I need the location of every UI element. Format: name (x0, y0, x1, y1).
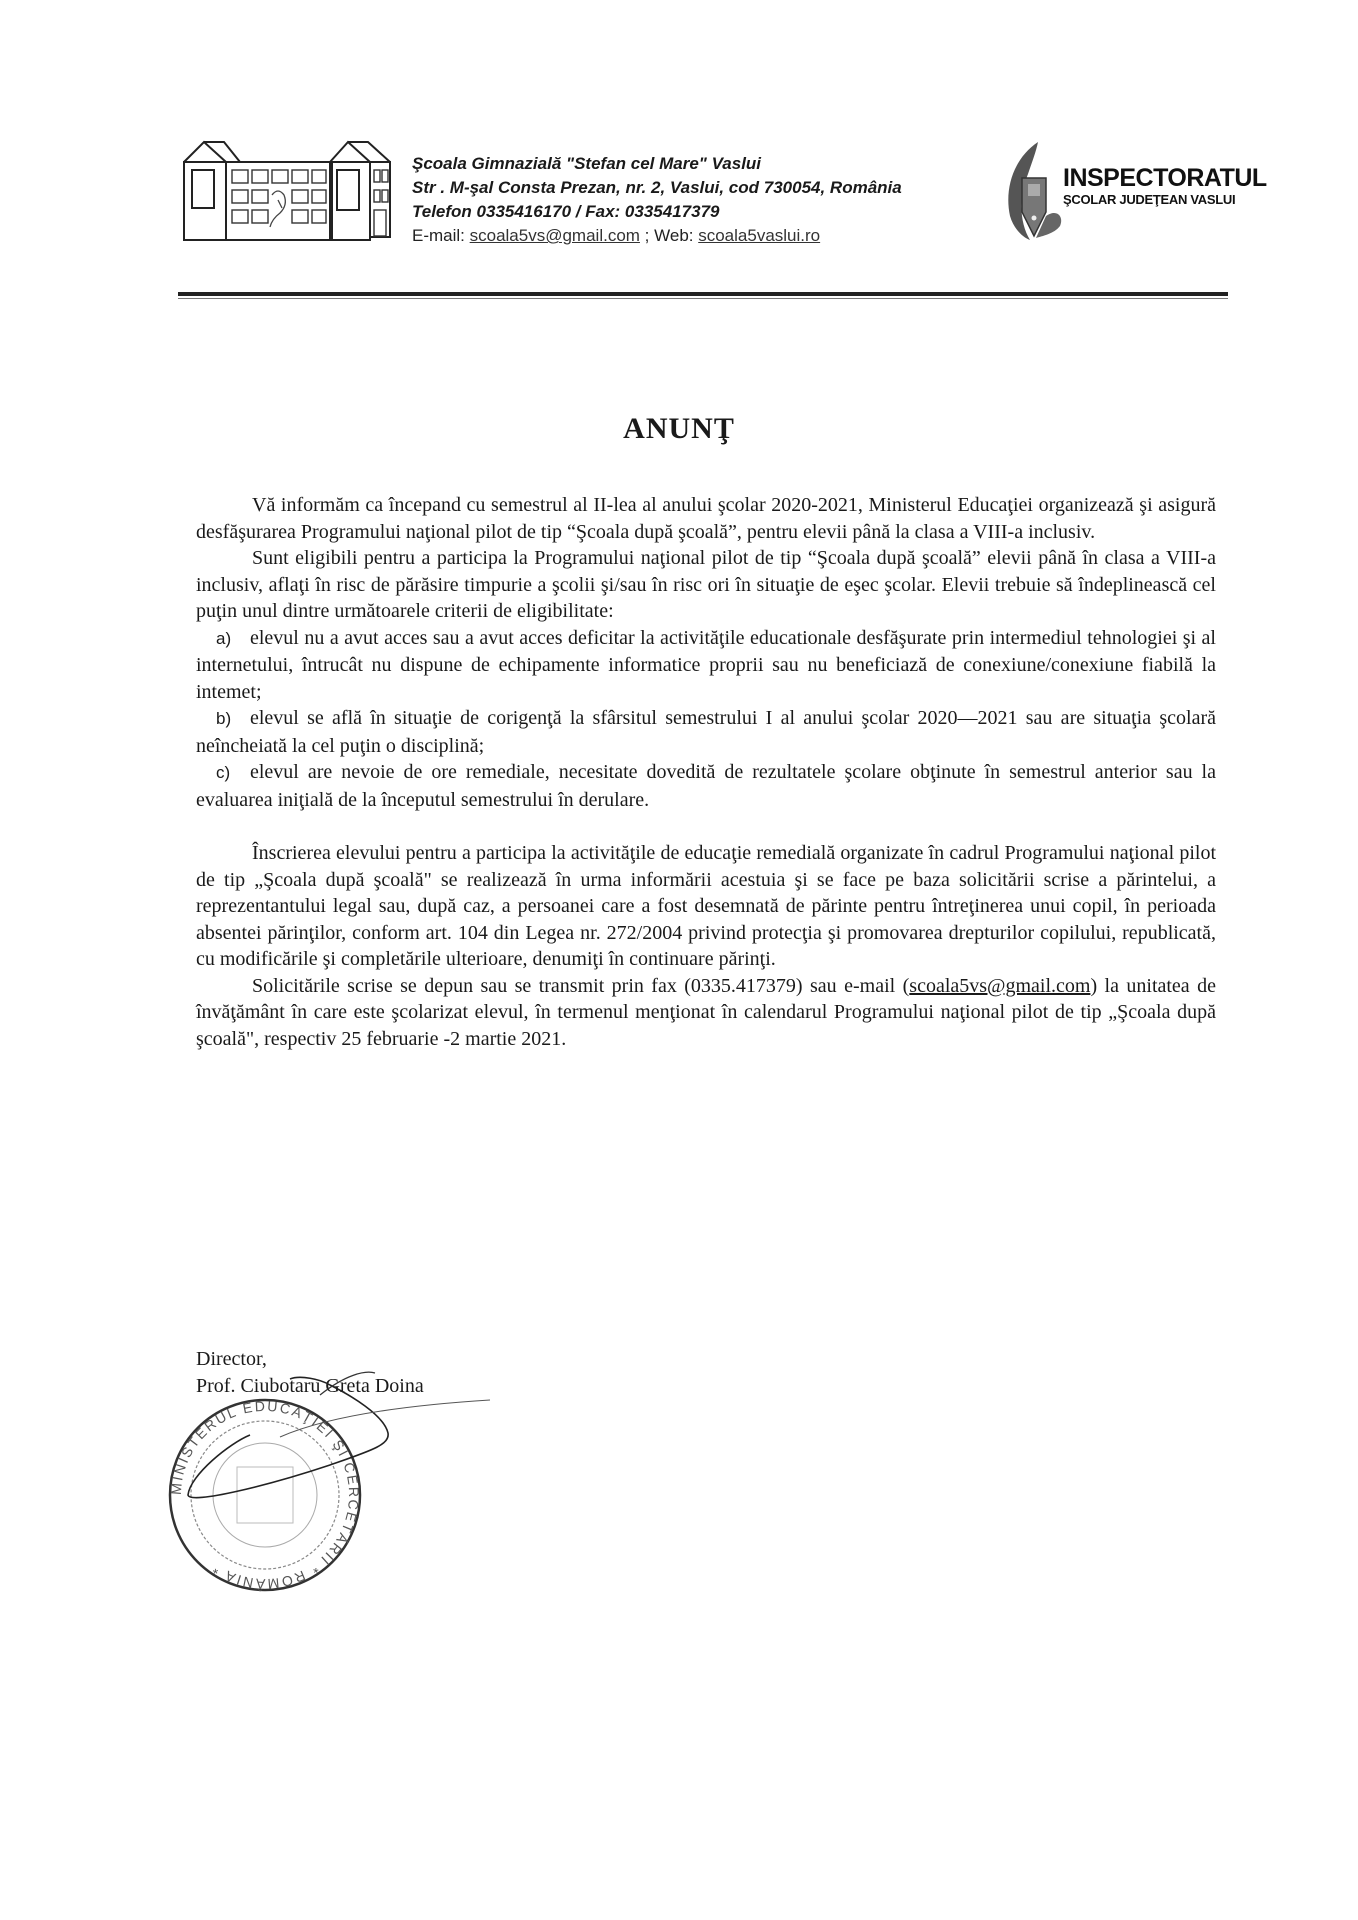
criterion-c (196, 759, 1216, 813)
email-label: E-mail: (412, 226, 470, 245)
email-link[interactable]: scoala5vs@gmail.com (469, 226, 640, 245)
inspectorate-title: INSPECTORATUL (1063, 164, 1267, 192)
svg-text:MINISTERUL EDUCAŢIEI ŞI CERCET: MINISTERUL EDUCAŢIEI ŞI CERCETĂRII * ROMÂNIA * (167, 1397, 363, 1593)
school-email-web (412, 224, 902, 248)
paragraph-enrollment: Înscrierea elevului pentru a participa la activităţile de educaţie remedială organizate în cadrul Programului naţional pilot de tip „Şcoala după şcoală" se realizează în urma informării acestuia şi se face pe baza solicitării scrise a părintelui, a reprezentantului legal sau, după caz, a persoanei care a fost desemnată de părinte pentru întreţinerea unui copil, în perioada absentei părinţilor, conform art. 104 din Legea nr. 272/2004 privind protecţia şi promovarea drepturilor copilului, republicată, cu modificările şi completările ulterioare, denumiţi în continuare părinţi. (196, 842, 1216, 970)
school-phone-fax: Telefon 0335416170 / Fax: 0335417379 (412, 202, 720, 221)
criterion-text: elevul se află în situaţie de corigenţă la sfârsitul semestrului I al anului şcolar 2020—2021 sau are situaţia şcolară neîncheiată la cel puţin o disciplină; (196, 707, 1216, 757)
criterion-text: elevul are nevoie de ore remediale, necesitate dovedită de rezultatele şcolare obţinute în semestrul anterior sau la evaluarea iniţială de la începutul semestrului în derulare. (196, 761, 1216, 811)
criterion-marker: a) (216, 628, 232, 648)
paragraph-eligibility: Sunt eligibili pentru a participa la Programului naţional pilot de tip “Şcoala după şcoală” elevii până în clasa a VIII-a inclusiv, aflaţi în risc de părăsire timpurie a şcolii şi/sau în risc ori în situaţie de eşec şcolar. Elevii trebuie să îndeplinească cel puţin unul dintre următoarele criterii de eligibilitate: (196, 547, 1216, 622)
header-divider-thin (178, 298, 1228, 299)
pen-nib-flame-icon (1000, 138, 1066, 242)
criterion-marker: b) (216, 709, 232, 728)
submission-text-before: Solicitările scrise se depun sau se transmit prin fax (0335.417379) sau e-mail ( (252, 974, 910, 997)
submission-email-link[interactable]: scoala5vs@gmail.com (909, 974, 1091, 997)
paragraph-submission (196, 973, 1216, 1053)
criterion-text: elevul nu a avut acces sau a avut acces deficitar la activităţile educationale desfăşurate prin intermediul tehnologiei şi al internetului, întrucât nu dispune de echipamente informatice proprii sau nu beneficiază de conexiune/conexiune fiabilă la intemet; (196, 626, 1216, 703)
document-title: ANUNŢ (623, 412, 735, 445)
web-label: ; Web: (639, 226, 699, 245)
signer-role: Director, (196, 1348, 267, 1370)
inspectorate-subtitle: ŞCOLAR JUDEŢEAN VASLUI (1063, 192, 1236, 207)
inspectorate-name (1063, 164, 1267, 208)
paragraph-intro: Vă informăm ca începand cu semestrul al II-lea al anului şcolar 2020-2021, Ministerul Educaţiei organizează şi asigură desfăşurarea Programului naţional pilot de tip “Şcoala după şcoală”, pentru elevii până la clasa a VIII-a inclusiv. (196, 494, 1216, 543)
criterion-b (196, 705, 1216, 759)
web-link[interactable]: scoala5vaslui.ro (698, 226, 821, 245)
submission-text-after: ) la unitatea de învăţământ în care este şcolarizat elevul, în termenul menţionat în calendarul Programului naţional pilot de tip „Şcoala după şcoală", respectiv 25 februarie -2 martie 2021. (196, 974, 1216, 1050)
letterhead (0, 0, 1358, 300)
school-contact-block (412, 152, 902, 248)
signer-name: Prof. Ciubotaru Greta Doina (196, 1375, 424, 1397)
school-building-icon (180, 140, 400, 255)
handwritten-signature-icon (170, 1365, 500, 1515)
document-body (196, 492, 1216, 1052)
school-name: Şcoala Gimnazială "Stefan cel Mare" Vaslui (412, 154, 762, 173)
school-address: Str . M-şal Consta Prezan, nr. 2, Vaslui, cod 730054, România (412, 178, 902, 197)
header-divider (178, 292, 1228, 296)
criterion-a (196, 625, 1216, 706)
criterion-marker: c) (216, 763, 231, 782)
